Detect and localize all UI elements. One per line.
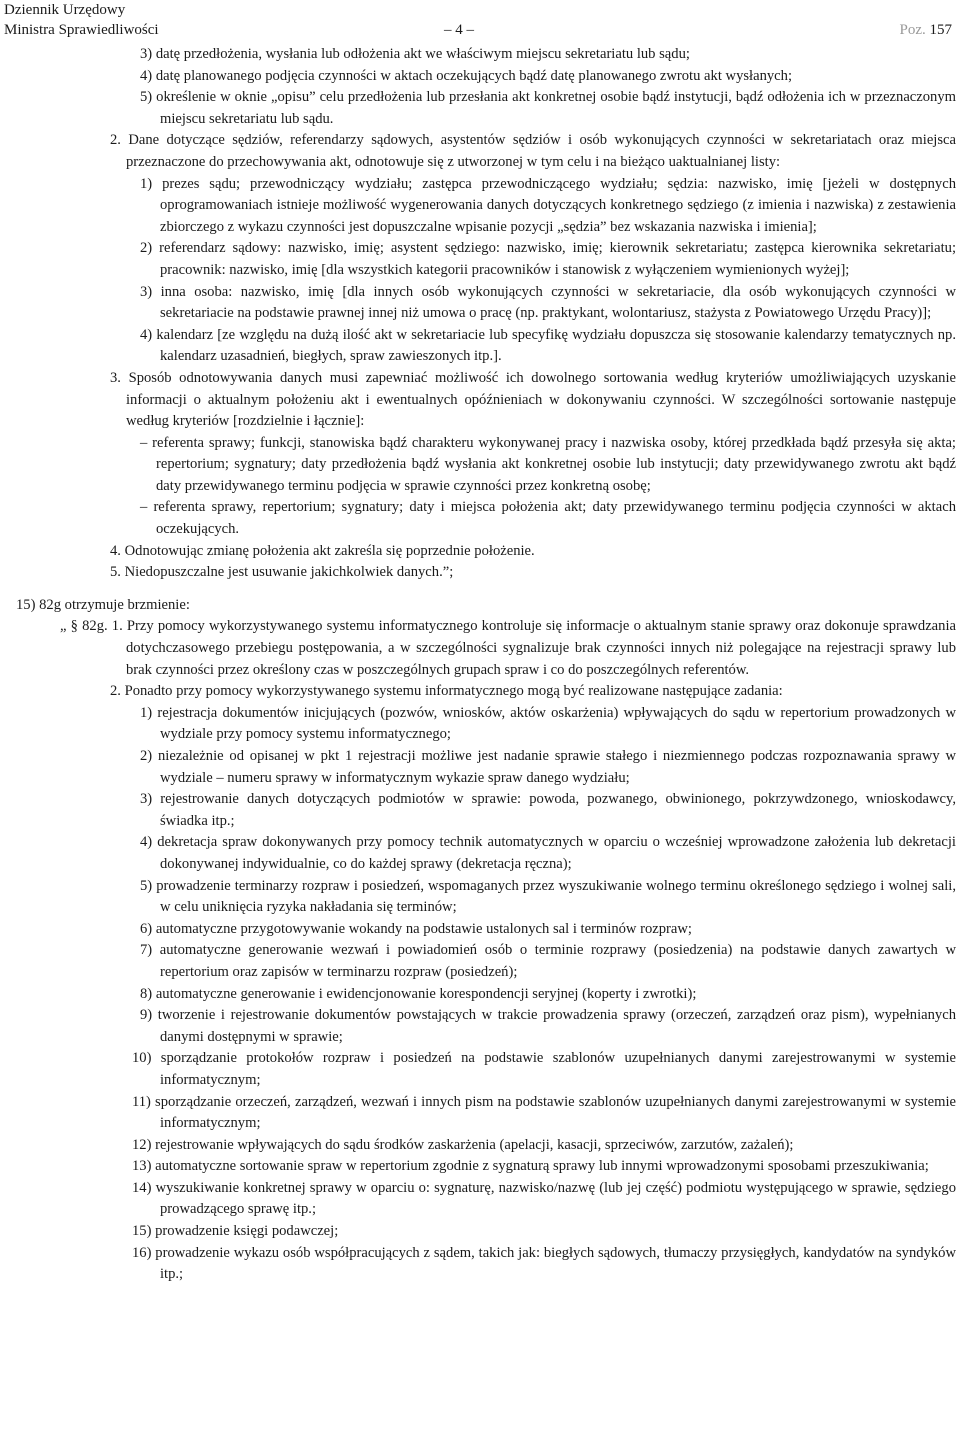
page-header	[4, 0, 956, 44]
item-number: 5)	[140, 89, 153, 106]
list-item	[0, 746, 956, 789]
item-text: Ponadto przy pomocy wykorzystywanego systemu informatycznego mogą być realizowane następujące zadania:	[120, 683, 783, 700]
item-text: datę planowanego podjęcia czynności w aktach oczekujących bądź datę planowanego zwrotu akt wysłanych;	[152, 67, 793, 84]
item-number: 4)	[140, 67, 153, 84]
item-text: sporządzanie orzeczeń, zarządzeń, wezwań i innych pism na podstawie szablonów uzupełnianych danymi zarejestrowanymi w systemie informatycznym;	[150, 1093, 956, 1132]
item-text: dekretacja spraw dokonywanych przy pomocy technik automatycznych w oparciu o wcześniej wprowadzone założenia lub dekretacji dokonywanej indywidualnie, co do każdej sprawy (dekretacja ręczna);	[152, 834, 956, 872]
item-text: automatyczne generowanie i ewidencjonowanie korespondencji seryjnej (koperty i zwrotki);	[152, 985, 697, 1002]
item-text: automatyczne generowanie wezwań i powiadomień osób o terminie rozprawy (posiedzenia) na podstawie danych zawartych w repertorium oraz zapisów w terminarzu rozpraw (posiedzeń);	[152, 942, 956, 980]
list-item	[0, 1221, 956, 1243]
item-text: Dane dotyczące sędziów, referendarzy sądowych, asystentów sędziów i osób wykonujących czynności w sekretariatach oraz miejsca przeznaczone do przechowywania akt, odnotowuje się z utworzonej w tym celu i na bieżąco uaktualnianej listy:	[120, 132, 956, 170]
list-item	[0, 789, 956, 832]
list-item	[0, 1178, 956, 1221]
page-number: – 4 –	[444, 22, 474, 38]
list-item	[0, 87, 956, 130]
item-number: 11)	[132, 1093, 151, 1110]
item-number: 16)	[132, 1244, 152, 1261]
item-text: tworzenie i rejestrowanie dokumentów powstających w trakcie prowadzenia sprawy (orzeczeń, zarządzeń oraz pism), wypełnianych danymi dostępnymi w sprawie;	[152, 1007, 956, 1045]
list-item	[0, 325, 956, 368]
item-number: 1)	[140, 175, 153, 192]
list-item	[0, 1048, 956, 1091]
item-text: rejestrowanie danych dotyczących podmiotów w sprawie: powoda, pozwanego, obwinionego, pokrzywdzonego, wnioskodawcy, świadka itp.;	[152, 791, 956, 829]
item-text: rejestracja dokumentów inicjujących (pozwów, wniosków, aktów oskarżenia) wpływających do sądu w repertorium prowadzonych w wydziale przy pomocy systemu informatycznego;	[152, 704, 956, 743]
list-item	[0, 984, 956, 1006]
item-number: 13)	[132, 1158, 152, 1175]
item-text: Odnotowując zmianę położenia akt zakreśla się poprzednie położenie.	[120, 542, 535, 559]
item-text: datę przedłożenia, wysłania lub odłożenia akt we właściwym miejscu sekretariatu lub sądu;	[152, 46, 690, 62]
list-item	[0, 940, 956, 983]
item-number: 4.	[110, 542, 121, 559]
journal-title-line2: Ministra Sprawiedliwości	[4, 22, 159, 38]
item-number: 8)	[140, 985, 153, 1002]
list-item	[0, 282, 956, 325]
list-item	[0, 174, 956, 239]
item-number: 6)	[140, 920, 153, 937]
item-number: –	[140, 434, 148, 451]
item-number: 2)	[140, 748, 153, 764]
item-text: referenta sprawy, repertorium; sygnatury; daty i miejsca położenia akt; daty przewidywanego terminu podjęcia czynności w aktach oczekujących.	[147, 499, 956, 538]
list-item	[0, 368, 956, 433]
list-item	[0, 1135, 956, 1157]
item-text: Niedopuszczalne jest usuwanie jakichkolwiek danych.”;	[120, 564, 454, 581]
item-number: 4)	[140, 834, 153, 851]
list-item	[0, 1092, 956, 1135]
list-item	[0, 681, 956, 703]
list-item	[0, 919, 956, 941]
list-item	[0, 832, 956, 875]
list-item	[0, 433, 956, 498]
item-text: prowadzenie księgi podawczej;	[151, 1223, 339, 1240]
position-number	[900, 20, 953, 40]
item-text: automatyczne przygotowywanie wokandy na podstawie ustalonych sal i terminów rozpraw;	[152, 920, 692, 937]
list-item	[0, 44, 956, 66]
item-number: 3)	[140, 46, 153, 62]
item-text: kalendarz [ze względu na dużą ilość akt w sekretariacie lub specyfikę wydziału dopuszcza się stosowanie kalendarzy tematycznych np. kalendarz uzasadnień, biegłych, spraw zawieszonych itp.].	[152, 326, 956, 365]
list-item	[0, 1156, 956, 1178]
list-item	[0, 238, 956, 281]
item-number: –	[140, 499, 148, 516]
item-number: 10)	[132, 1050, 152, 1067]
position-value: 157	[929, 22, 952, 38]
item-text: inna osoba: nazwisko, imię [dla innych osób wykonujących czynności w sekretariacie, dla osób wykonujących czynności w sekretariacie na podstawie prawnej innej niż umowa o pracę (np. praktykant, wolontariusz, stażysta z Powiatowego Urzędu Pracy)];	[152, 283, 956, 322]
item-number: 3.	[110, 369, 121, 386]
item-number: 7)	[140, 942, 153, 959]
journal-title	[4, 0, 159, 40]
item-number: 9)	[140, 1007, 153, 1024]
item-number: 1)	[140, 704, 153, 721]
item-text: referendarz sądowy: nazwisko, imię; asystent sędziego: nazwisko, imię; kierownik sekretariatu; zastępca kierownika sekretariatu; pracownik: nazwisko, imię [dla wszystkich kategorii pracowników i stanowisk z wyłączeniem wymienionych wyżej];	[152, 240, 956, 278]
item-text: niezależnie od opisanej w pkt 1 rejestracji możliwe jest nadanie sprawie stałego i niezmiennego podczas rozpoznawania sprawy w wydziale – numeru sprawy w informatycznym wykazie spraw danego wydziału;	[152, 748, 956, 786]
item-text: sporządzanie protokołów rozpraw i posiedzeń na podstawie szablonów uzupełnianych danymi zarejestrowanymi w systemie informatycznym;	[151, 1050, 956, 1088]
item-text: 82g otrzymuje brzmienie:	[35, 596, 190, 613]
list-item	[0, 541, 956, 563]
item-text: prowadzenie terminarzy rozpraw i posiedzeń, wspomaganych przez wyszukiwanie wolnego terminu określonego sędziego i wolnej sali, w celu uniknięcia ryzyka nakładania się terminów;	[152, 877, 956, 916]
list-item	[0, 595, 956, 617]
item-text: Sposób odnotowywania danych musi zapewniać możliwość ich dowolnego sortowania według kryteriów umożliwiających uzyskanie informacji o aktualnym położeniu akt i ewentualnych opóźnieniach w dokonywaniu czynności. W szczególności sortowanie następuje według kryteriów [rozdzielnie i łącznie]:	[120, 369, 956, 430]
item-number: 3)	[140, 791, 153, 808]
item-number: 5.	[110, 564, 121, 581]
item-number: 4)	[140, 326, 153, 343]
section-gap	[0, 584, 956, 595]
item-number: 15)	[132, 1223, 152, 1240]
item-number: 2.	[110, 683, 121, 700]
list-item	[0, 130, 956, 173]
item-text: Przy pomocy wykorzystywanego systemu informatycznego kontroluje się informacje o aktualnym stanie sprawy oraz dokonuje sprawdzania dotychczasowego przebiegu postępowania, a w szczególności sygnalizuje brak czynności innych niż polegające na rejestracji sprawy lub brak czynności przez określony czas w poszczególnych grupach spraw i co do poszczególnych referentów.	[122, 618, 956, 678]
item-number: 2.	[110, 132, 121, 149]
list-item	[0, 616, 956, 681]
item-number: „ § 82g. 1.	[60, 618, 123, 635]
item-number: 12)	[132, 1136, 152, 1153]
item-text: rejestrowanie wpływających do sądu środków zaskarżenia (apelacji, kasacji, sprzeciwów, zarzutów, zażaleń);	[151, 1136, 794, 1153]
item-text: określenie w oknie „opisu” celu przedłożenia lub przesłania akt konkretnej osobie bądź instytucji, bądź odłożenia ich w przeznaczonym miejscu sekretariatu lub sądu.	[152, 89, 956, 127]
list-item	[0, 1005, 956, 1048]
list-item	[0, 876, 956, 919]
document-body	[0, 44, 956, 1286]
item-text: prowadzenie wykazu osób współpracujących z sądem, takich jak: biegłych sądowych, tłumaczy przysięgłych, kandydatów na syndyków itp.;	[151, 1244, 956, 1283]
item-number: 2)	[140, 240, 153, 257]
list-item	[0, 562, 956, 584]
journal-title-line1: Dziennik Urzędowy	[4, 2, 126, 18]
item-text: prezes sądu; przewodniczący wydziału; zastępca przewodniczącego wydziału; sędzia: nazwisko, imię [jeżeli w dostępnych oprogramowaniach istnieje możliwość wygenerowania danych dotyczących konkretnego sędziego (z imienia i nazwiska) z zestawienia zbiorczego z wykazu czynności jest dopuszczalne wpisanie pozycji „sędzia” bez wskazania nazwiska i imienia];	[152, 175, 956, 235]
list-item	[0, 1243, 956, 1286]
item-text: automatyczne sortowanie spraw w repertorium zgodnie z sygnaturą sprawy lub innymi wprowadzonymi sposobami przeszukiwania;	[151, 1158, 929, 1175]
item-number: 5)	[140, 877, 153, 894]
item-text: wyszukiwanie konkretnej sprawy w oparciu o: sygnaturę, nazwisko/nazwę (lub jej część) podmiotu występującego w sprawie, sędziego prowadzącego sprawę itp.;	[151, 1179, 956, 1218]
position-label: Poz.	[899, 22, 926, 38]
list-item	[0, 66, 956, 88]
item-number: 3)	[140, 283, 153, 300]
item-number: 14)	[132, 1179, 152, 1196]
list-item	[0, 497, 956, 540]
item-number: 15)	[16, 596, 36, 613]
item-text: referenta sprawy; funkcji, stanowiska bądź charakteru wykonywanej pracy i nazwiska osoby, której przedkłada bądź przesyła się akta; repertorium; sygnatury; daty przedłożenia bądź wysłania akt konkretnej osobie lub instytucji; daty przewidywanego zwrotu akt bądź daty przewidywanego terminu podjęcia w sprawie czynności przez konkretną osobę;	[147, 434, 956, 494]
list-item	[0, 703, 956, 746]
